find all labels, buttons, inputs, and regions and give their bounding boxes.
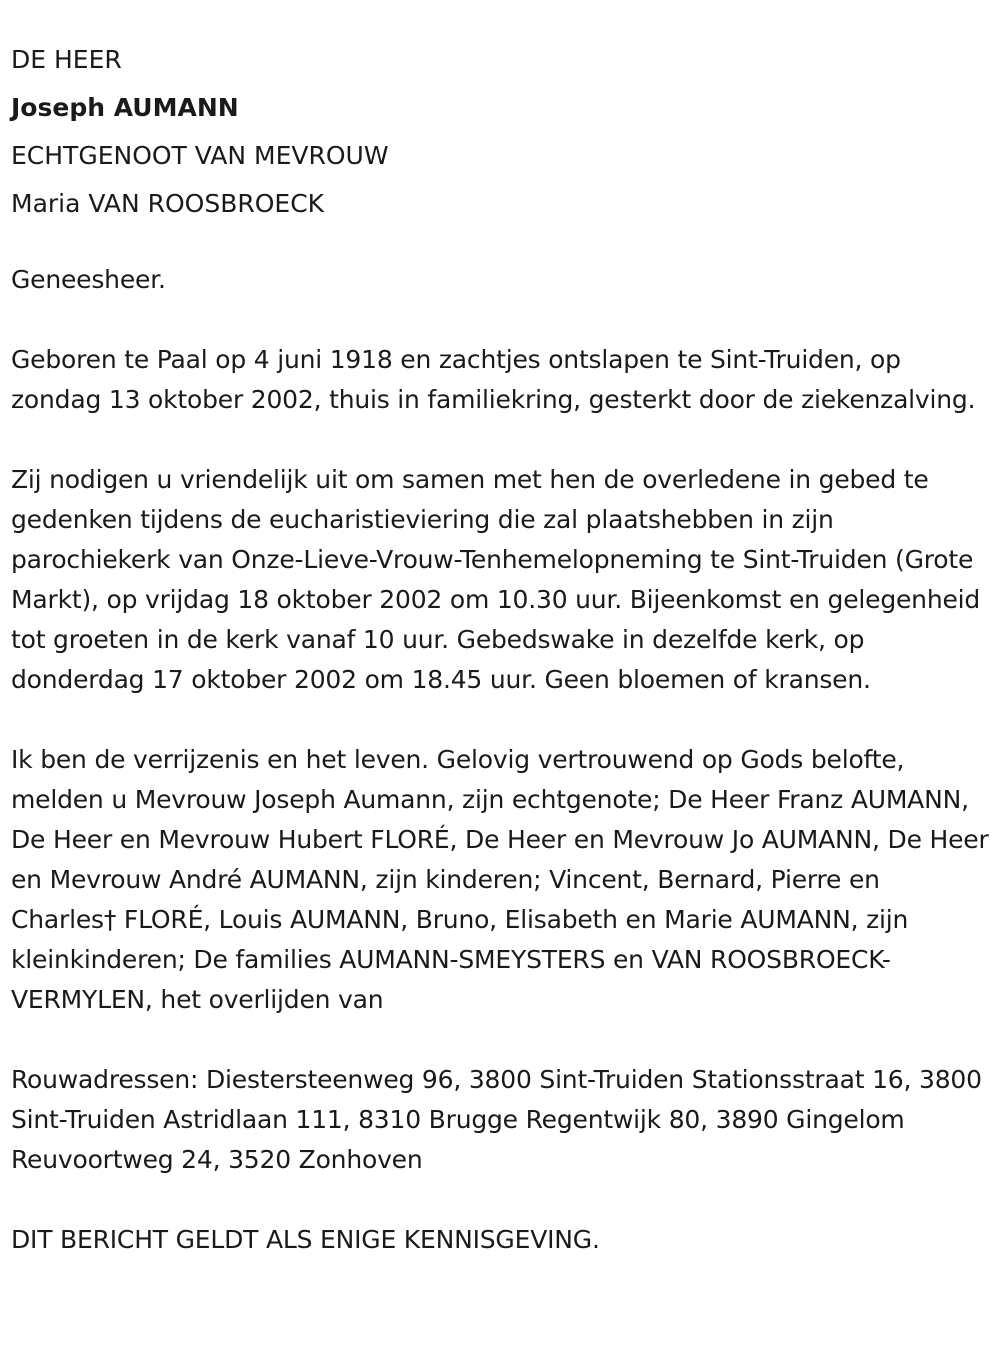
birth-death-paragraph: Geboren te Paal op 4 juni 1918 en zachtjes ontslapen te Sint-Truiden, op zondag 13 oktober 2002, thuis in familiekring, gesterkt door de ziekenzalving. <box>11 345 976 414</box>
notice-line: DIT BERICHT GELDT ALS ENIGE KENNISGEVING. <box>11 1225 600 1254</box>
obituary-document <box>11 36 991 1260</box>
title-line: DE HEER <box>11 45 122 74</box>
addresses-paragraph: Rouwadressen: Diestersteenweg 96, 3800 Sint-Truiden Stationsstraat 16, 3800 Sint-Truiden Astridlaan 111, 8310 Brugge Regentwijk 80, 3890 Gingelom Reuvoortweg 24, 3520 Zonhoven <box>11 1065 982 1174</box>
spacer <box>11 300 991 340</box>
announcement-paragraph: Ik ben de verrijzenis en het leven. Gelovig vertrouwend op Gods belofte, melden u Mevrouw Joseph Aumann, zijn echtgenote; De Heer Franz AUMANN, De Heer en Mevrouw Hubert FLORÉ, De Heer en Mevrouw Jo AUMANN, De Heer en Mevrouw André AUMANN, zijn kinderen; Vincent, Bernard, Pierre en Charles† FLORÉ, Louis AUMANN, Bruno, Elisabeth en Marie AUMANN, zijn kleinkinderen; De families AUMANN-SMEYSTERS en VAN ROOSBROECK-VERMYLEN, het overlijden van <box>11 745 989 1014</box>
spacer <box>11 700 991 740</box>
profession-text: Geneesheer. <box>11 265 166 294</box>
relation-line: ECHTGENOOT VAN MEVROUW <box>11 141 389 170</box>
spacer <box>11 1020 991 1060</box>
invitation-paragraph: Zij nodigen u vriendelijk uit om samen met hen de overledene in gebed te gedenken tijdens de eucharistieviering die zal plaatshebben in zijn parochiekerk van Onze-Lieve-Vrouw-Tenhemelopneming te Sint-Truiden (Grote Markt), op vrijdag 18 oktober 2002 om 10.30 uur. Bijeenkomst en gelegenheid tot groeten in de kerk vanaf 10 uur. Gebedswake in dezelfde kerk, op donderdag 17 oktober 2002 om 18.45 uur. Geen bloemen of kransen. <box>11 465 981 694</box>
spacer <box>11 1180 991 1220</box>
deceased-name: Joseph AUMANN <box>11 93 239 122</box>
spouse-name: Maria VAN ROOSBROECK <box>11 189 325 218</box>
spacer <box>11 420 991 460</box>
spacer <box>11 228 991 260</box>
